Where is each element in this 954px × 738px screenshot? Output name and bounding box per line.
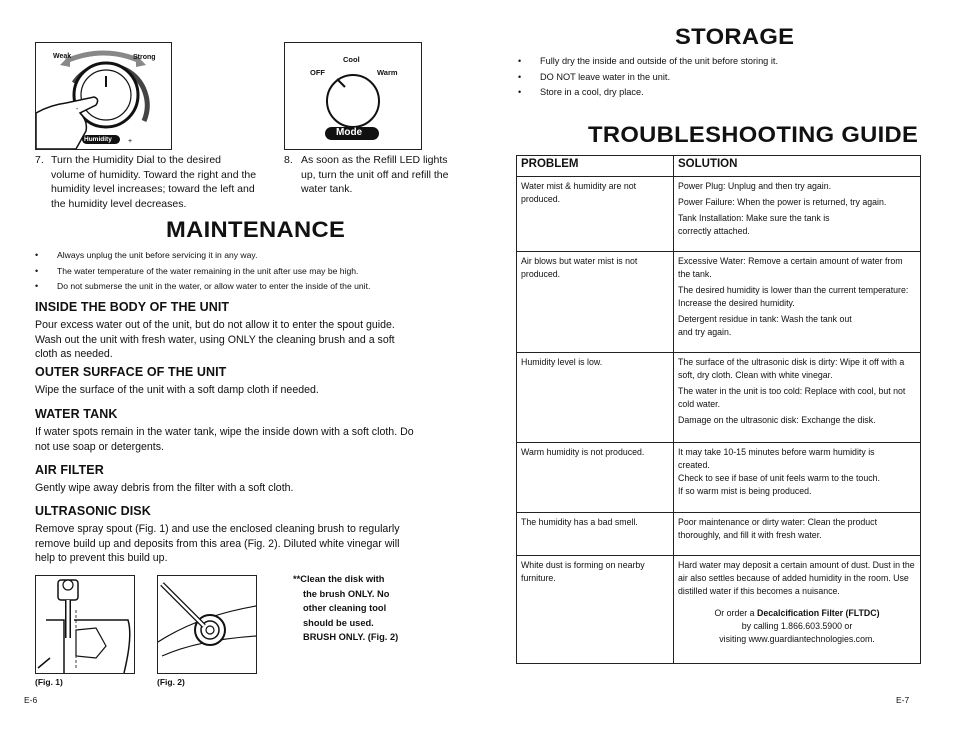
weak-label: Weak (53, 53, 72, 60)
solution-cell (674, 252, 921, 353)
note-line: should be used. (303, 617, 374, 628)
warm-label: Warm (377, 68, 398, 77)
humidity-dial-figure (35, 42, 172, 150)
problem-header: PROBLEM (517, 156, 674, 177)
problem-cell: Air blows but water mist is not produced. (517, 252, 674, 353)
table-header-row (517, 156, 921, 177)
solution-cell (674, 443, 921, 513)
svg-text:-: - (76, 106, 79, 113)
storage-title: STORAGE (675, 24, 795, 49)
note-line: other cleaning tool (303, 603, 387, 613)
section-text-outer: Wipe the surface of the unit with a soft damp cloth if needed. (35, 384, 319, 396)
step-8-number: 8. (284, 154, 293, 166)
table-row (517, 443, 921, 513)
solution-cell (674, 556, 921, 664)
section-heading-inside: INSIDE THE BODY OF THE UNIT (35, 300, 230, 314)
svg-text:+: + (128, 138, 133, 145)
maintenance-bullet: • The water temperature of the water remaining in the unit after use may be high. (35, 264, 455, 280)
solution-line: It may take 10-15 minutes before warm humidity is created. (678, 447, 875, 470)
solution-cell (674, 353, 921, 443)
section-heading-tank: WATER TANK (35, 407, 118, 421)
storage-bullet: • DO NOT leave water in the unit. (518, 70, 918, 86)
table-row (517, 513, 921, 556)
storage-bullets (518, 54, 918, 101)
table-row (517, 353, 921, 443)
troubleshooting-table (516, 155, 921, 664)
solution-line: The water in the unit is too cold: Replace with cool, but not cold water. (678, 386, 906, 409)
solution-line: Poor maintenance or dirty water: Clean the product thoroughly, and fill it with fresh water. (678, 517, 878, 540)
strong-label: Strong (133, 54, 156, 61)
step-8 (284, 153, 462, 197)
step-7-text: Turn the Humidity Dial to the desired volume of humidity. Toward the right and the humidity level increases; toward the left and the humidity level decreases. (51, 154, 257, 210)
solution-line: Excessive Water: Remove a certain amount of water from the tank. (678, 256, 903, 279)
section-text-filter: Gently wipe away debris from the filter with a soft cloth. (35, 482, 294, 494)
section-heading-outer: OUTER SURFACE OF THE UNIT (35, 365, 227, 379)
storage-bullet: • Fully dry the inside and outside of the unit before storing it. (518, 54, 918, 70)
solution-line: The surface of the ultrasonic disk is dirty: Wipe it off with a soft, dry cloth. Clean with white vinegar. (678, 357, 905, 380)
section-heading-disk: ULTRASONIC DISK (35, 504, 151, 518)
order-product: Decalcification Filter (FLTDC) (757, 608, 880, 618)
mode-label: Mode (336, 127, 363, 138)
order-phone: by calling 1.866.603.5900 or (741, 621, 853, 631)
section-text-inside: Pour excess water out of the unit, but do not allow it to enter the spout guide. Wash out the unit with fresh water, using ONLY the cleaning brush and a soft cloth as needed. (35, 319, 395, 360)
table-row (517, 252, 921, 353)
section-text-tank: If water spots remain in the water tank, wipe the inside down with a soft cloth. Do not use soap or detergents. (35, 426, 414, 453)
solution-line: Hard water may deposit a certain amount of dust. Dust in the air also settles because of added humidity in the room. Use distilled water if this becomes a nuisance. (678, 560, 915, 596)
step-8-text: As soon as the Refill LED lights up, turn the unit off and refill the water tank. (301, 154, 449, 195)
maintenance-bullets (35, 248, 455, 295)
solution-line: If so warm mist is being produced. (678, 486, 812, 496)
cool-label: Cool (343, 55, 360, 64)
fig-1-image (35, 575, 135, 674)
troubleshooting-title: TROUBLESHOOTING GUIDE (588, 122, 919, 147)
maintenance-bullet: • Always unplug the unit before servicing it in any way. (35, 248, 455, 264)
problem-cell: Humidity level is low. (517, 353, 674, 443)
order-line (678, 607, 916, 620)
humidity-label: Humidity (84, 136, 112, 143)
section-text-disk: Remove spray spout (Fig. 1) and use the enclosed cleaning brush to regularly remove build up and deposits from this area (Fig. 2). Diluted white vinegar will help to prevent this build up. (35, 523, 400, 564)
problem-cell: Water mist & humidity are not produced. (517, 177, 674, 252)
brush-only-note (293, 572, 398, 645)
solution-line: Power Failure: When the power is returned, try again. (678, 197, 887, 207)
mode-dial-figure (284, 42, 422, 150)
solution-cell (674, 177, 921, 252)
table-row (517, 177, 921, 252)
order-website: visiting www.guardiantechnologies.com. (719, 634, 875, 644)
solution-line: Tank Installation: Make sure the tank is correctly attached. (678, 213, 830, 236)
maintenance-bullet: • Do not submerse the unit in the water, or allow water to enter the inside of the unit. (35, 279, 455, 295)
order-prefix: Or order a (714, 608, 757, 618)
off-label: OFF (310, 68, 325, 77)
fig-2-image (157, 575, 257, 674)
note-line: **Clean the disk with (293, 574, 385, 584)
storage-bullet: • Store in a cool, dry place. (518, 85, 918, 101)
problem-cell: The humidity has a bad smell. (517, 513, 674, 556)
note-line: the brush ONLY. No (303, 588, 390, 599)
step-7 (35, 153, 257, 211)
problem-cell: Warm humidity is not produced. (517, 443, 674, 513)
problem-cell: White dust is forming on nearby furniture. (517, 556, 674, 664)
fig-2-caption: (Fig. 2) (157, 677, 185, 687)
note-line: BRUSH ONLY. (Fig. 2) (303, 632, 399, 642)
solution-line: Damage on the ultrasonic disk: Exchange the disk. (678, 415, 876, 425)
maintenance-title: MAINTENANCE (166, 217, 346, 242)
cleaning-brush-illustration (158, 576, 256, 673)
page-number-right: E-7 (896, 695, 910, 705)
solution-header: SOLUTION (674, 156, 921, 177)
spray-spout-illustration (36, 576, 134, 673)
solution-line: The desired humidity is lower than the current temperature: Increase the desired humidity. (678, 285, 909, 308)
table-row (517, 556, 921, 664)
solution-cell (674, 513, 921, 556)
page-number-left: E-6 (24, 695, 38, 705)
solution-line: Power Plug: Unplug and then try again. (678, 181, 832, 191)
fig-1-caption: (Fig. 1) (35, 677, 63, 687)
step-7-number: 7. (35, 154, 44, 166)
section-heading-filter: AIR FILTER (35, 463, 104, 477)
solution-line: Detergent residue in tank: Wash the tank out and try again. (678, 314, 852, 337)
solution-line: Check to see if base of unit feels warm to the touch. (678, 473, 880, 483)
